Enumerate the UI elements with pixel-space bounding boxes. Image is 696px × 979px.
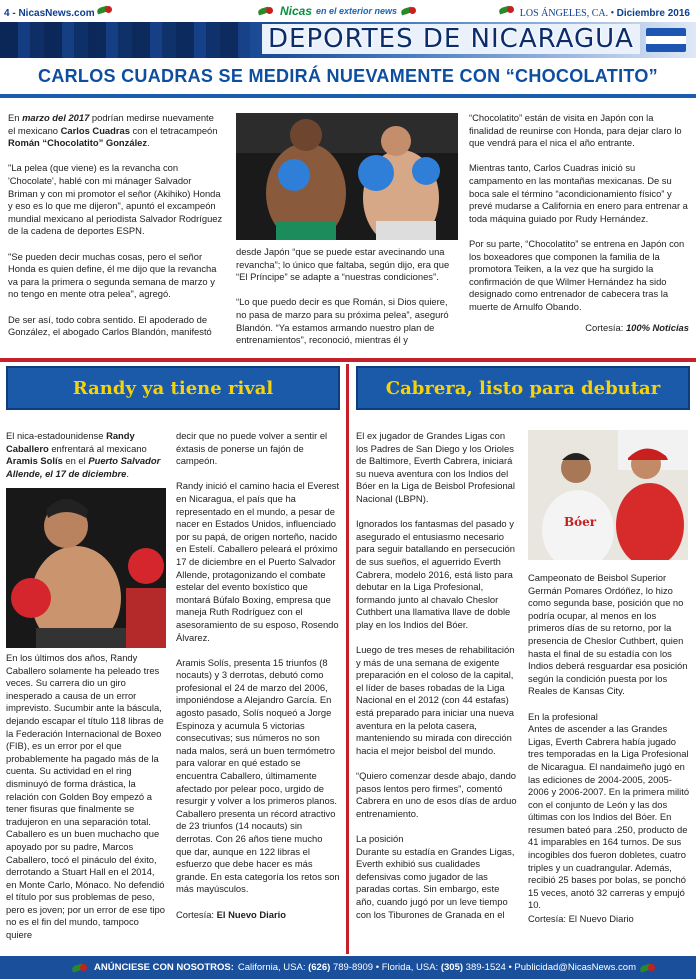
holly-icon	[72, 962, 90, 974]
section-title: DEPORTES DE NICARAGUA	[262, 24, 640, 54]
article3-col1	[356, 430, 518, 921]
article3-paragraph: Luego de tres meses de rehabilitación y más de una semana de exigente preparación en el coloso de la capital, el líder de bases robadas de la Liga Nacional en el 2012 (con 44 estafas) está preparado para iniciar una nueva aventura en la pelota casera, manteniendo su mirada con dirección hacia el mejor beisbol del mundo.	[356, 644, 515, 756]
article1-paragraph: De ser así, todo cobra sentido. El apoderado de González, el abogado Carlos Blandón, manifestó	[8, 313, 212, 338]
article3-headline: Cabrera, listo para debutar	[385, 377, 661, 399]
column-divider	[346, 364, 349, 954]
article3-subtitle: En la profesional	[528, 710, 598, 722]
boxer-photo-image	[6, 488, 166, 648]
brand-name: Nicas	[280, 4, 313, 18]
holly-icon	[97, 4, 115, 16]
boxing-photo-image	[236, 113, 458, 240]
article3-subsection: En la profesional Antes de ascender a las Grandes Ligas, Everth Cabrera había jugado tres temporadas en la Liga Profesional de Nicaragua. El nandaimeño jugó en las ediciones de 2004-2005, 2005-2006 y 2006-2007. En la primera militó con el conjunto de León y las dos últimas con los Indios del Bóer. En resumen bateó para .250, producto de 41 imparables en 164 turnos. De sus incogibles dos fueron dobletes, cuatro triples y un cuadrangular. Además, recibió 25 bases por bolas, se ponchó 15 veces, anotó 32 carreras y empujó 10.	[528, 710, 690, 911]
article3-col2	[528, 572, 690, 925]
issue-date: Diciembre 2016	[616, 8, 690, 19]
section-divider	[0, 358, 696, 362]
article3-subtitle: La posición	[356, 833, 404, 844]
article2-paragraph: Randy inició el camino hacia el Everest en Nicaragua, el país que ha representado en el mundo, a pesar de nacer en Estados Unidos, influenciado por su papá, de origen norteño, nacido en Estelí. Caballero peleará el próximo 17 de diciembre en el Puerto Salvador Allende, protagonizando el combate estelar del evento boxístico que montará Búfalo Boxing, empresa que maneja Ruth Rodríguez con el asesoramiento de su esposo, Rosendo Álvarez.	[176, 480, 340, 643]
section-banner	[0, 22, 696, 58]
baseball-photo	[528, 430, 688, 560]
article2-paragraph: Aramis Solís, presenta 15 triunfos (8 nocauts) y 3 derrotas, debutó como profesional el 24 de marzo del 2006, imponiéndose a Alejandro García. En agosto pasado, Solís noqueó a Jorge Espinoza y acumula 5 victorias consecutivas; sus números no son nada malos, será un buen termómetro para valorar en qué estado se encuentra Caballero, últimamente afectado por pelear poco, urgido de resurgir y volver a los primeros planos. Caballero presenta un récord atractivo de 23 triunfos (14 nocauts) sin derrotas. Con 26 años tiene mucho que dar, aunque en 122 libras el esfuerzo que debe hacer es más grande. En esta categoría los retos son más mayúsculos.	[176, 656, 340, 895]
article2-paragraph: decir que no puede volver a sentir el éxtasis de ponerse un fajón de campeón.	[176, 430, 328, 467]
article1-paragraph: “Chocolatito” están de visita en Japón con la finalidad de reunirse con Honda, para dejar claro lo que vendrá para el nica el año entrante.	[469, 112, 682, 149]
location: LOS ÁNGELES, CA.	[519, 8, 609, 19]
baseball-photo-image	[528, 430, 688, 560]
brand-slogan: en el exterior news	[316, 6, 398, 16]
footer-california: California, USA: (626) 789-8909	[237, 962, 374, 973]
article3-headline-bar	[356, 366, 690, 410]
article2-headline-bar	[6, 366, 340, 410]
article1-credit: Cortesía: 100% Noticias	[585, 322, 689, 334]
article1-paragraph: “Lo que puedo decir es que Román, si Dios quiere, no pasa de marzo para su próxima pelea”, aseguró Blandón. “Ya estamos armando nuestro plan de entrenamientos”, reconoció, mientras él y	[236, 296, 449, 346]
divider	[0, 94, 696, 98]
holly-icon	[258, 5, 276, 17]
banner-players-image	[0, 22, 250, 58]
article1-paragraph: Por su parte, “Chocolatito” se entrena en Japón con los boxeadores que componen la familia de la promotora Teiken, a la vez que ha surgido la confirmación de que Wilmer Hernández ha sido designado como entrenador de cabecera tras la muerte de Arnulfo Obando.	[469, 237, 685, 312]
article2-intro: El nica-estadounidense Randy Caballero enfrentará al mexicano Aramis Solís en el Puerto Salvador Allende, el 17 de diciembre.	[6, 430, 161, 479]
article3-paragraph: El ex jugador de Grandes Ligas con los Padres de San Diego y los Orioles de Baltimore, Everth Cabrera, iniciará su nueva aventura con los Indios del Bóer en la Liga de Beisbol Profesional Nacional (LBPN).	[356, 430, 515, 504]
holly-icon	[640, 962, 658, 974]
footer-florida: • Florida, USA: (305) 389-1524	[375, 962, 506, 973]
page-site: 4 - NicasNews.com	[4, 4, 115, 19]
article2-headline: Randy ya tiene rival	[72, 377, 274, 399]
article1-col2	[236, 246, 458, 347]
article1-paragraph: "Se pueden decir muchas cosas, pero el señor Honda es quien define, él me dijo que la revancha va para la primera o segunda semana de marzo y no tengo en mente otra pelea", agregó.	[8, 250, 217, 300]
article2-credit: Cortesía: El Nuevo Diario	[176, 908, 286, 920]
article1-paragraph: Mientras tanto, Carlos Cuadras inició su campamento en las montañas mexicanas. De su boca sale el término “acondicionamiento físico” y prevé mudarse a California en enero para entrenar a toda máquina guiado por Rudy Hernández.	[469, 162, 688, 224]
footer-ad-bar	[0, 956, 696, 979]
masthead-mini	[258, 3, 419, 19]
article1-paragraph: "La pelea (que viene) es la revancha con 'Chocolate', hablé con mi mánager Salvador Briman y con mi promotor el señor (Akihiko) Honda y eso es lo que me dijeron", apuntó el excampeón mundial mexicano al periodista Salvador Rodríguez de la cadena de deportes ESPN.	[8, 162, 223, 237]
holly-icon	[401, 5, 419, 17]
article3-paragraph: Campeonato de Beisbol Superior Germán Pomares Ordóñez, lo hizo como segunda base, posición que no podría ocupar, al menos en los primeros días de su retorno, por la presencia de Cheslor Cuthbert, quien hasta el final de su estadía con los Indios deberá resguardar esa posición según la condición puesta por los Reales de Kansas City.	[528, 572, 688, 697]
article2-paragraph: En los últimos dos años, Randy Caballero solamente ha peleado tres veces. Su carrera dio un giro inesperado a causa de un error imprevisto. Sucumbir ante la báscula, dejando escapar el título 118 libras de la Federación Internacional de Boxeo (FIB), es un error por el que probablemente ha pagado más de la cuenta. Su actividad en el ring disminuyó de forma drástica, la relación con Golden Boy empezó a tener fisuras que finalmente se tradujeron en una separación total. Caballero es un buen muchacho que apoyado por su padre, Marcos Caballero, tocó el pináculo del éxito, derrotando a Stuart Hall en el 2014, en Monte Carlo, Mónaco. No defendió el título por sus problemas de peso, pero es joven; por un error de ese tipo no es el fin del mundo, tampoco quiere	[6, 652, 165, 941]
location-date: LOS ÁNGELES, CA. • Diciembre 2016	[499, 4, 690, 19]
page-number: 4	[4, 8, 10, 19]
top-bar	[0, 0, 696, 22]
article1-paragraph: desde Japón “que se puede estar avecinando una revancha”; lo único que faltaba, según dijo, era que “El Príncipe” se adapte a “nuestras condiciones”.	[236, 246, 450, 283]
site-name[interactable]: NicasNews.com	[18, 8, 95, 19]
article1-col3	[469, 112, 689, 335]
article1-headline: CARLOS CUADRAS SE MEDIRÁ NUEVAMENTE CON “CHOCOLATITO”	[38, 66, 658, 86]
article3-paragraph: Ignorados los fantasmas del pasado y asegurado el entusiasmo necesario para seguir batallando en persecución de sus sueños, el aguerrido Everth Cabrera, modelo 2016, está listo para debutar en la Liga Profesional, formando junto al chavalo Cheslor Cuthbert una llamativa llave de doble play en los Indios del Bóer.	[356, 518, 515, 630]
footer-label: ANÚNCIESE CON NOSOTROS:	[94, 962, 234, 973]
jersey-lettering: Bóer	[564, 515, 597, 529]
article1-lede: En marzo del 2017 podrían medirse nuevamente el mexicano Carlos Cuadras con el tetracampeón Román “Chocolatito” González.	[8, 112, 218, 149]
article3-paragraph: “Quiero comenzar desde abajo, dando pasos lentos pero firmes”, comentó Cabrera en uno de esos días de arduo entrenamiento.	[356, 770, 517, 819]
nicaragua-flag-icon	[646, 28, 686, 52]
boxing-photo	[236, 113, 458, 240]
article2-col2	[176, 430, 340, 921]
article1-col1	[8, 112, 223, 339]
footer-email[interactable]: • Publicidad@NicasNews.com	[508, 962, 637, 973]
ornament-icon	[499, 4, 517, 16]
article2-col1	[6, 652, 166, 942]
article3-credit: Cortesía: El Nuevo Diario	[528, 912, 634, 924]
article3-subsection: La posición Durante su estadía en Grandes Ligas, Everth exhibió sus cualidades defensivas como jugador de las paradas cortas. Sin embargo, este año, cuando jugó por un leve tiempo con los Tiburones de Granada en el	[356, 833, 518, 921]
boxer-photo	[6, 488, 166, 648]
